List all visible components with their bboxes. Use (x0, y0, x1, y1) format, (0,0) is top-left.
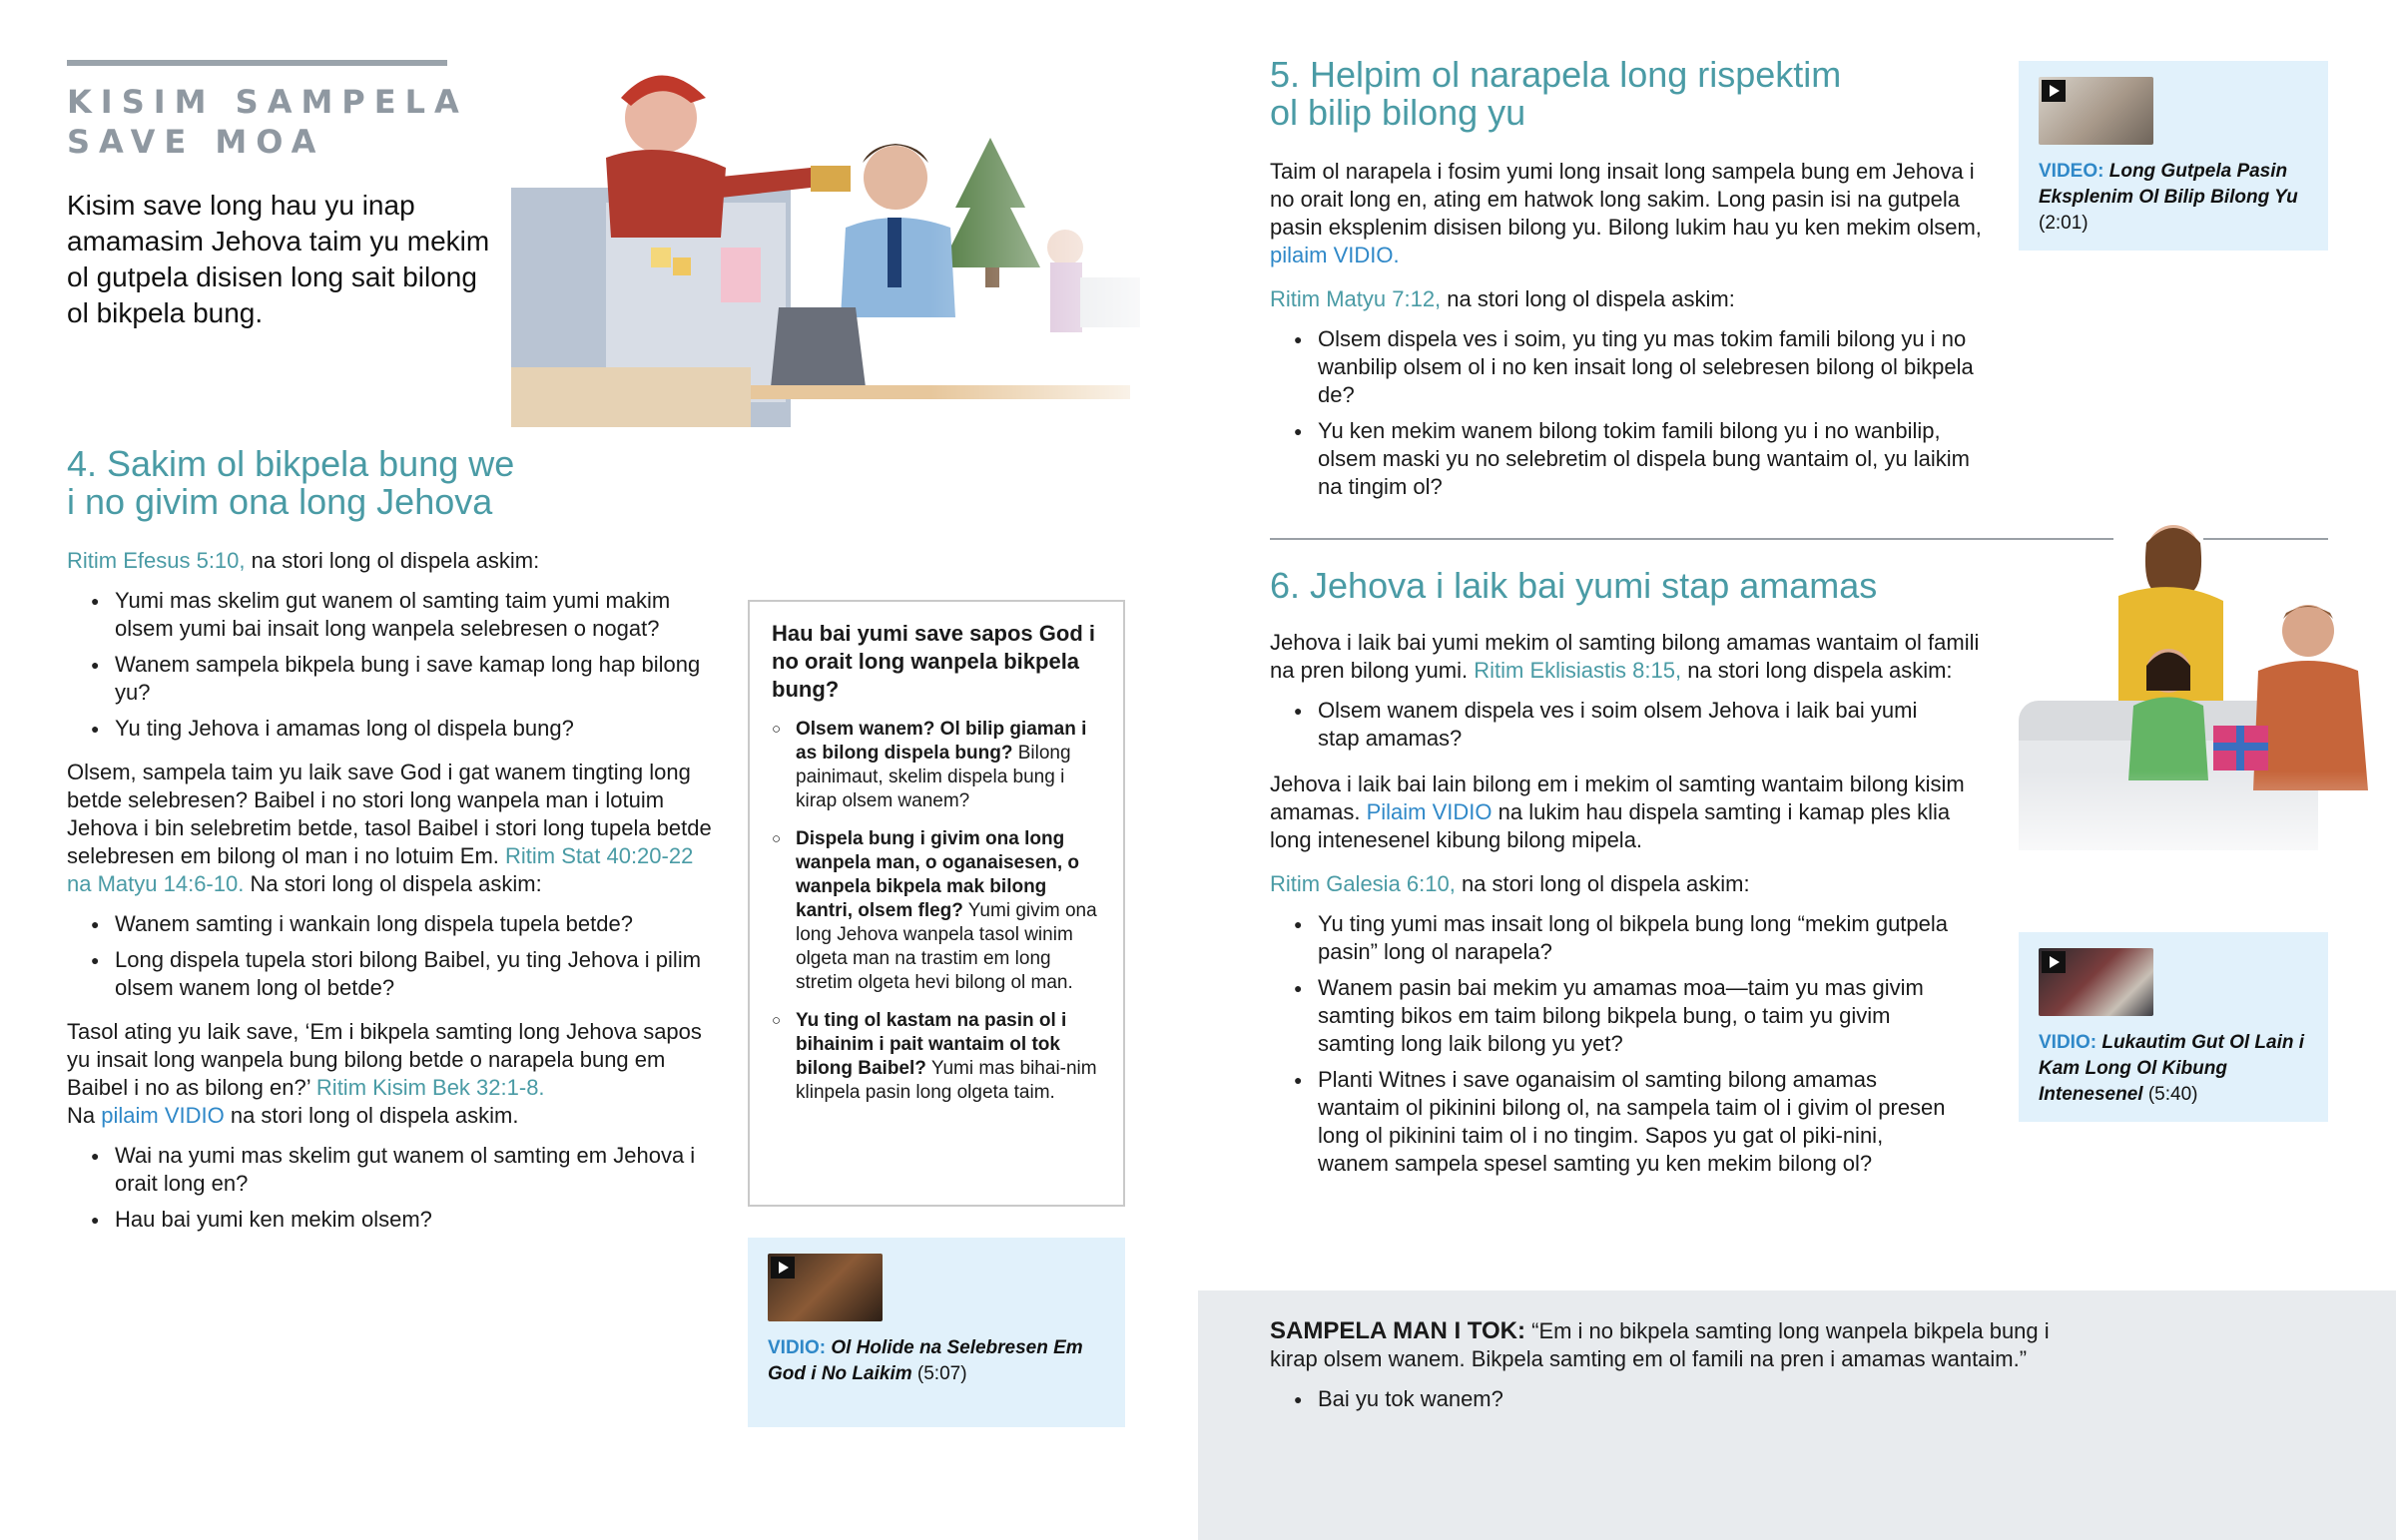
section-5-body (1270, 158, 1989, 509)
section-4-title (67, 445, 586, 521)
scripture-ref-efesus[interactable]: Ritim Efesus 5:10, (67, 548, 246, 573)
play-video-link[interactable]: Pilaim VIDIO (1366, 799, 1493, 824)
video-caption (2039, 1030, 2308, 1108)
para-2-text: Olsem, sampela taim yu laik save God i gat wanem tingting long betde selebresen? Baibel i no stori long wanpela man i lotuim Jehova i bin selebretim betde, tasol Baibel i stori long tupela betde selebresen em bilong ol man i no lotuim Em. (67, 760, 712, 868)
section-5-title-line-1: 5. Helpim ol narapela long rispektim (1270, 54, 1842, 95)
quote-label: SAMPELA MAN I TOK: (1270, 1317, 1525, 1344)
play-video-link[interactable]: pilaim VIDIO. (1270, 243, 1400, 267)
para-3-text: Tasol ating yu laik save, ‘Em i bikpela samting long Jehova sapos yu insait long wanpela bung bilong betde o narapela bung em Baibel i no as bilong en?’ (67, 1019, 702, 1100)
intro-text: Kisim save long hau yu inap amamasim Jehova taim yu mekim ol gutpela disisen long sait bilong ol bikpela bung. (67, 190, 490, 328)
video-caption (768, 1335, 1105, 1387)
video-caption (2039, 159, 2308, 237)
section-6-read (1270, 870, 1989, 898)
video-duration: (2:01) (2039, 213, 2089, 234)
section-divider-left (1270, 538, 2113, 540)
section-6-para-2-text: Jehova i laik bai lain bilong em i mekim ol samting wantaim bilong kisim amamas. (1270, 771, 1965, 824)
video-label: VIDIO: (2039, 1032, 2097, 1053)
video-card-conventions[interactable] (2019, 932, 2328, 1122)
quote-body: “Em i no bikpela samting long wanpela bikpela bung i kirap olsem wanem. Bikpela samting em ol famili na pren i amamas wantaim.” (1270, 1318, 2050, 1371)
list-item (772, 827, 1101, 995)
list-item: ● Olsem dispela ves i soim, yu ting yu mas tokim famili bilong yu i no wanbilip olsem ol i no ken insait long ol selebresen bilong ol bikpela de? (1270, 325, 1989, 409)
scripture-ref-galesia[interactable]: Ritim Galesia 6:10, (1270, 871, 1456, 896)
list-item: ● Olsem wanem dispela ves i soim olsem Jehova i laik bai yumi stap amamas? (1270, 697, 1949, 753)
play-icon[interactable] (2042, 951, 2066, 973)
video-card-holidays[interactable] (748, 1238, 1125, 1427)
list-item (772, 718, 1101, 813)
video-title: Lukautim Gut Ol Lain i Kam Long Ol Kibung Intenesenel (2039, 1032, 2305, 1105)
box-item-rest: Yumi givim ona long Jehova wanpela tasol winim olgeta man na trastim em long stretim olgeta hevi bilong ol man. (796, 900, 1097, 993)
video-duration: (5:40) (2142, 1084, 2198, 1105)
kicker-line-1: KISIM SAMPELA (67, 83, 468, 121)
family-gift-image (2019, 521, 2396, 878)
section-5-title-line-2: ol bilip bilong yu (1270, 92, 1526, 133)
list-item: ● Hau bai yumi ken mekim olsem? (67, 1206, 726, 1234)
video-title: Long Gutpela Pasin Eksplenim Ol Bilip Bilong Yu (2039, 161, 2298, 208)
read-rest: na stori long ol dispela askim: (1455, 871, 1750, 896)
list-item: ● Bai yu tok wanem? (1270, 1385, 2098, 1413)
list-item: ● Yu ting Jehova i amamas long ol dispela bung? (67, 715, 716, 743)
section-4-questions-3 (67, 1142, 726, 1234)
family-gift-illustration (2019, 521, 2396, 878)
list-item: ● Wai na yumi mas skelim gut wanem ol samting em Jehova i orait long en? (67, 1142, 726, 1198)
para-3-rest: na stori long ol dispela askim. (224, 1103, 519, 1128)
section-4-title-line-1: 4. Sakim ol bikpela bung we (67, 443, 515, 484)
list-item: ● Wanem pasin bai mekim yu amamas moa—taim yu mas givim samting bikos em taim bilong bikpela bung, o taim yu givim samting long laik bilong yu yet? (1270, 974, 1949, 1058)
section-6-title (1270, 567, 1989, 605)
video-duration: (5:07) (911, 1363, 967, 1384)
video-thumbnail[interactable] (768, 1254, 883, 1321)
para-2-rest: Na stori long ol dispela askim: (244, 871, 542, 896)
list-item: ● Long dispela tupela stori bilong Baibel, yu ting Jehova i pilim olsem wanem long ol betde? (67, 946, 716, 1002)
section-5-questions (1270, 325, 1989, 501)
kicker-line-2: SAVE MOA (67, 123, 325, 161)
scripture-ref-stat-matyu[interactable]: Ritim Stat 40:20-22 na Matyu 14:6-10. (67, 843, 694, 896)
section-5-para (1270, 158, 1989, 269)
section-4-para-3 (67, 1018, 716, 1130)
video-label: VIDIO: (768, 1337, 827, 1358)
scripture-ref-eklisiastis[interactable]: Ritim Eklisiastis 8:15, (1474, 658, 1682, 683)
section-5-para-text: Taim ol narapela i fosim yumi long insait long sampela bung em Jehova i no orait long en, ating em hatwok long sakim. Long pasin isi na gutpela pasin eksplenim disisen bilong yu. Bilong lukim hau yu ken mekim olsem, (1270, 159, 1982, 240)
para-1-rest: na stori long dispela askim: (1681, 658, 1953, 683)
box-list (772, 718, 1101, 1105)
section-4-body (67, 547, 716, 1242)
section-6-questions-1 (1270, 697, 1949, 753)
section-5-read (1270, 285, 1989, 313)
section-4-questions-1 (67, 587, 716, 743)
section-6-para-1-text: Jehova i laik bai yumi mekim ol samting bilong amamas wantaim ol famili na pren bilong yumi. (1270, 630, 1980, 683)
section-4-read-1 (67, 547, 716, 575)
scripture-ref-kisim-bek[interactable]: Ritim Kisim Bek 32:1-8. (315, 1075, 545, 1100)
kicker-rule (67, 60, 447, 66)
section-4-questions-2 (67, 910, 716, 1002)
box-question: Hau bai yumi save sapos God i no orait long wanpela bikpela bung? (772, 621, 1095, 702)
section-6-body (1270, 629, 1989, 1186)
para-3-na: Na (67, 1103, 102, 1128)
video-thumbnail[interactable] (2039, 948, 2153, 1016)
video-label: VIDEO: (2039, 161, 2104, 182)
list-item: ● Wanem samting i wankain long dispela tupela betde? (67, 910, 716, 938)
read-1-rest: na stori long ol dispela askim: (245, 548, 540, 573)
office-gift-image (511, 58, 1190, 441)
read-rest: na stori long ol dispela askim: (1441, 286, 1735, 311)
box-item-rest: Yumi mas bihai-nim klinpela pasin long olgeta taim. (796, 1058, 1097, 1103)
quote-text (1270, 1317, 2098, 1373)
video-title: Ol Holide na Selebresen Em God i No Laikim (768, 1337, 1083, 1384)
scripture-ref-matyu[interactable]: Ritim Matyu 7:12, (1270, 286, 1442, 311)
quote-content (1270, 1317, 2098, 1421)
para-2-rest: na lukim hau dispela samting i kamap ples klia long intenesenel kibung bilong mipela. (1270, 799, 1951, 852)
box-item-rest: Bilong painimaut, skelim dispela bung i kirap olsem wanem? (796, 743, 1071, 811)
play-icon[interactable] (771, 1257, 795, 1279)
section-5-title (1270, 56, 1969, 132)
how-to-know-box (748, 600, 1125, 1207)
list-item: ● Wanem sampela bikpela bung i save kamap long hap bilong yu? (67, 651, 716, 707)
box-item-bold: Olsem wanem? Ol bilip giaman i as bilong dispela bung? (796, 719, 1087, 764)
office-gift-illustration (511, 58, 1190, 441)
quote-questions (1270, 1385, 2098, 1413)
video-card-explain-beliefs[interactable] (2019, 61, 2328, 251)
play-video-link[interactable]: pilaim VIDIO (101, 1103, 225, 1128)
section-6-title-text: 6. Jehova i laik bai yumi stap amamas (1270, 565, 1878, 606)
list-item: ● Planti Witnes i save oganaisim ol samting bilong amamas wantaim ol pikinini bilong ol, na sampela taim ol i givim ol presen long ol pikinini taim ol i no tingim. Sapos yu gat ol piki-nini, wanem sampela spesel samting yu ken mekim bilong ol? (1270, 1066, 1949, 1178)
section-6-para-2 (1270, 770, 1989, 854)
section-6-para-1 (1270, 629, 1989, 685)
video-thumbnail[interactable] (2039, 77, 2153, 145)
list-item: ● Yu ken mekim wanem bilong tokim famili bilong yu i no wanbilip, olsem maski yu no selebretim ol dispela bung wantaim ol, yu laikim na tingim ol? (1270, 417, 1989, 501)
section-4-title-line-2: i no givim ona long Jehova (67, 481, 493, 522)
list-item: ● Yu ting yumi mas insait long ol bikpela bung long “mekim gutpela pasin” long ol narapela? (1270, 910, 1949, 966)
list-item (772, 1009, 1101, 1105)
section-4-para-2 (67, 759, 716, 898)
section-6-questions-2 (1270, 910, 1949, 1178)
play-icon[interactable] (2042, 80, 2066, 102)
list-item: ● Yumi mas skelim gut wanem ol samting taim yumi makim olsem yumi bai insait long wanpela selebresen o nogat? (67, 587, 716, 643)
kicker-heading (67, 82, 486, 162)
box-item-bold: Yu ting ol kastam na pasin ol i bihainim i pait wantaim ol tok bilong Baibel? (796, 1010, 1067, 1079)
box-item-bold: Dispela bung i givim ona long wanpela man, o oganaisesen, o wanpela bikpela mak bilong kantri, olsem fleg? (796, 828, 1080, 921)
